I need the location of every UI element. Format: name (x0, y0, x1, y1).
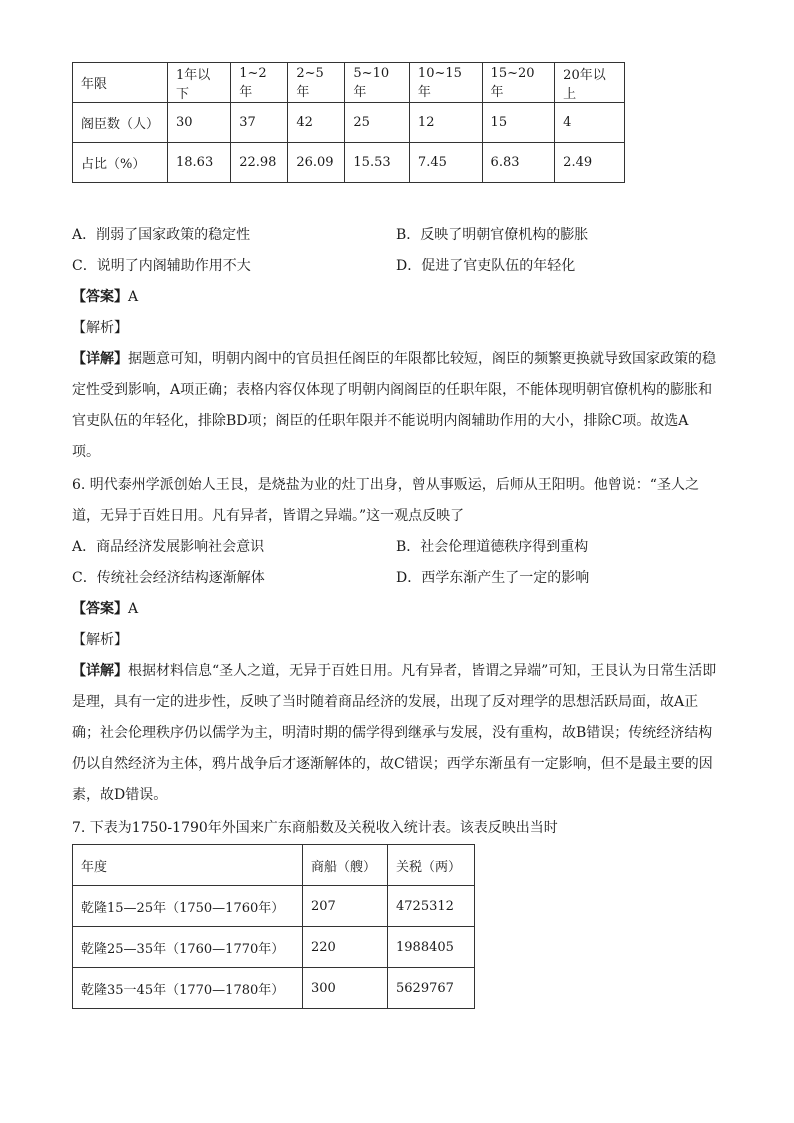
q5-detail (72, 344, 724, 468)
table-cell: 4725312 (388, 886, 475, 927)
table-cell: 207 (303, 886, 388, 927)
tenure-table (72, 62, 625, 183)
q5-option-a: A．削弱了国家政策的稳定性 (72, 227, 251, 243)
q5-option-b: B．反映了明朝官僚机构的膨胀 (396, 227, 589, 243)
table-cell: 6.83 (482, 143, 555, 183)
table-cell: 22.98 (231, 143, 288, 183)
table-row (73, 927, 475, 968)
table-cell: 15 (482, 103, 555, 143)
q5-analysis-tag: 【解析】 (72, 320, 128, 336)
answer-value: A (128, 289, 139, 305)
q5-answer (72, 282, 722, 313)
answer-value: A (128, 601, 139, 617)
table-cell: 37 (231, 103, 288, 143)
table-header-row (73, 63, 625, 103)
detail-line: 官吏队伍的年轻化，排除BD项；阁臣的任职年限并不能说明内阁辅助作用的大小，排除C项。故选A (72, 413, 689, 429)
table-cell: 2.49 (555, 143, 625, 183)
table-cell: 12 (409, 103, 482, 143)
q6-option-a: A．商品经济发展影响社会意识 (72, 539, 265, 555)
table-cell: 30 (168, 103, 231, 143)
q6-option-d: D．西学东渐产生了一定的影响 (396, 570, 590, 586)
table-row (73, 968, 475, 1009)
table-cell: 占比（%） (73, 143, 168, 183)
detail-line: 素，故D错误。 (72, 787, 168, 803)
detail-line: 据题意可知，明朝内阁中的官员担任阁臣的年限都比较短，阁臣的频繁更换就导致国家政策的稳 (128, 351, 716, 367)
table-cell: 年限 (73, 63, 168, 103)
detail-line: 仍以自然经济为主体，鸦片战争后才逐渐解体的，故C错误；西学东渐虽有一定影响，但不是最主要的因 (72, 756, 713, 772)
stem-line: 6. 明代泰州学派创始人王艮，是烧盐为业的灶丁出身，曾从事贩运，后师从王阳明。他曾说：“圣人之 (72, 477, 699, 493)
table-row (73, 143, 625, 183)
table-cell: 25 (345, 103, 410, 143)
table-cell: 5~10年 (345, 63, 410, 103)
table-cell: 商船（艘） (303, 845, 388, 886)
table-cell: 乾隆25—35年（1760—1770年） (73, 927, 303, 968)
table-cell: 10~15年 (409, 63, 482, 103)
table-row (73, 886, 475, 927)
table-cell: 阁臣数（人） (73, 103, 168, 143)
q6-detail (72, 656, 724, 811)
stem-line: 道，无异于百姓日用。凡有异者，皆谓之异端。”这一观点反映了 (72, 508, 465, 524)
trade-table (72, 844, 475, 1009)
detail-line: 是理，具有一定的进步性，反映了当时随着商品经济的发展，出现了反对理学的思想活跃局面，故A正 (72, 694, 699, 710)
table-cell: 20年以上 (555, 63, 625, 103)
table-cell: 乾隆15—25年（1750—1760年） (73, 886, 303, 927)
table-cell: 18.63 (168, 143, 231, 183)
detail-line: 确；社会伦理秩序仍以儒学为主，明清时期的儒学得到继承与发展，没有重构，故B错误；传统经济结构 (72, 725, 713, 741)
table-cell: 年度 (73, 845, 303, 886)
table-cell: 220 (303, 927, 388, 968)
q6-option-c: C．传统社会经济结构逐渐解体 (72, 570, 265, 586)
q6-analysis-tag: 【解析】 (72, 632, 128, 648)
detail-line: 项。 (72, 444, 100, 460)
table-cell: 2~5年 (288, 63, 345, 103)
detail-tag: 【详解】 (72, 663, 128, 679)
table-cell: 关税（两） (388, 845, 475, 886)
q5-option-c: C．说明了内阁辅助作用不大 (72, 258, 251, 274)
table-cell: 42 (288, 103, 345, 143)
answer-tag: 【答案】 (72, 601, 128, 617)
q7-stem: 7. 下表为1750-1790年外国来广东商船数及关税收入统计表。该表反映出当时 (72, 820, 558, 836)
table-cell: 乾隆35一45年（1770—1780年） (73, 968, 303, 1009)
q6-answer (72, 594, 722, 625)
table-cell: 1年以下 (168, 63, 231, 103)
detail-tag: 【详解】 (72, 351, 128, 367)
table-cell: 4 (555, 103, 625, 143)
table-cell: 15.53 (345, 143, 410, 183)
table-cell: 26.09 (288, 143, 345, 183)
q6-option-b: B．社会伦理道德秩序得到重构 (396, 539, 589, 555)
detail-line: 根据材料信息“圣人之道，无异于百姓日用。凡有异者，皆谓之异端”可知，王艮认为日常生活即 (128, 663, 717, 679)
answer-tag: 【答案】 (72, 289, 128, 305)
q5-option-d: D．促进了官吏队伍的年轻化 (396, 258, 576, 274)
q6-stem (72, 470, 724, 532)
table-cell: 15~20年 (482, 63, 555, 103)
table-cell: 5629767 (388, 968, 475, 1009)
table-cell: 300 (303, 968, 388, 1009)
table-row (73, 103, 625, 143)
table-cell: 7.45 (409, 143, 482, 183)
table-cell: 1~2年 (231, 63, 288, 103)
table-header-row (73, 845, 475, 886)
table-cell: 1988405 (388, 927, 475, 968)
detail-line: 定性受到影响，A项正确；表格内容仅体现了明朝内阁阁臣的任职年限，不能体现明朝官僚机构的膨胀和 (72, 382, 713, 398)
